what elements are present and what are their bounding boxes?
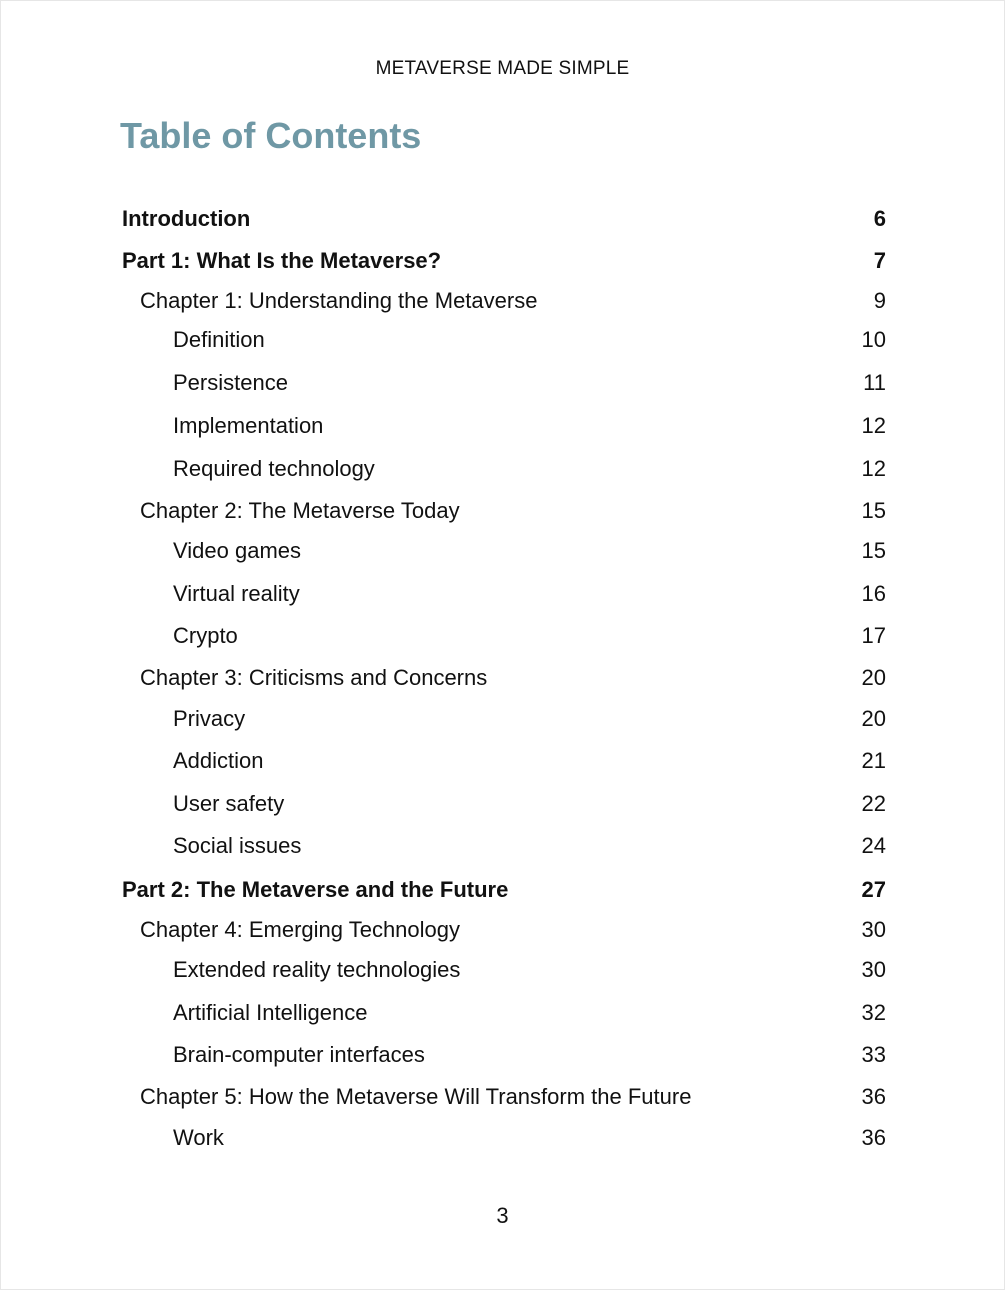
toc-entry-page: 36 [861,1084,886,1109]
toc-entry-social-issues[interactable] [0,831,1005,861]
toc-entry-addiction[interactable] [0,746,1005,776]
toc-entry-title: Virtual reality [173,581,300,606]
toc-entry-part-1[interactable] [0,246,1005,276]
toc-entry-chapter-4[interactable] [0,915,1005,945]
toc-entry-title: Artificial Intelligence [173,1000,368,1025]
toc-entry-page: 21 [861,748,886,773]
toc-entry-title: Privacy [173,706,246,731]
toc-entry-title: User safety [173,791,285,816]
toc-entry-page: 24 [861,833,886,858]
toc-entry-page: 30 [861,957,886,982]
toc-entry-page: 10 [861,327,886,352]
toc-entry-title: Chapter 4: Emerging Technology [140,917,461,942]
toc-entry-title: Definition [173,327,265,352]
toc-entry-definition[interactable] [0,325,1005,355]
toc-entry-title: Required technology [173,456,375,481]
toc-entry-brain-computer-interfaces[interactable] [0,1040,1005,1070]
toc-entry-chapter-3[interactable] [0,663,1005,693]
toc-entry-title: Video games [173,538,302,563]
toc-entry-page: 36 [861,1125,886,1150]
toc-entry-artificial-intelligence[interactable] [0,998,1005,1028]
toc-entry-persistence[interactable] [0,368,1005,398]
toc-entry-page: 27 [861,877,886,902]
toc-entry-page: 12 [861,413,886,438]
toc-entry-chapter-1[interactable] [0,286,1005,316]
running-header: METAVERSE MADE SIMPLE [375,58,630,79]
toc-entry-title: Part 1: What Is the Metaverse? [122,248,442,273]
toc-entry-implementation[interactable] [0,411,1005,441]
toc-entry-title: Part 2: The Metaverse and the Future [122,877,509,902]
toc-entry-page: 12 [861,456,886,481]
toc-entry-page: 33 [861,1042,886,1067]
toc-entry-title: Chapter 2: The Metaverse Today [140,498,460,523]
toc-entry-video-games[interactable] [0,536,1005,566]
toc-entry-page: 20 [861,665,886,690]
toc-entry-required-technology[interactable] [0,454,1005,484]
toc-entry-title: Persistence [173,370,288,395]
toc-entry-page: 17 [861,623,886,648]
toc-entry-work[interactable] [0,1123,1005,1153]
toc-entry-part-2[interactable] [0,875,1005,905]
toc-entry-extended-reality[interactable] [0,955,1005,985]
toc-entry-title: Social issues [173,833,302,858]
toc-entry-title: Crypto [173,623,238,648]
toc-entry-introduction[interactable] [0,204,1005,234]
toc-entry-crypto[interactable] [0,621,1005,651]
toc-entry-user-safety[interactable] [0,789,1005,819]
toc-entry-title: Introduction [122,206,251,231]
toc-entry-title: Work [173,1125,224,1150]
toc-entry-virtual-reality[interactable] [0,579,1005,609]
toc-entry-title: Chapter 1: Understanding the Metaverse [140,288,538,313]
toc-entry-title: Addiction [173,748,264,773]
toc-entry-chapter-5[interactable] [0,1082,1005,1112]
toc-entry-page: 6 [873,206,886,231]
toc-entry-page: 22 [861,791,886,816]
toc-entry-page: 30 [861,917,886,942]
toc-entry-page: 7 [873,248,886,273]
toc-entry-title: Chapter 5: How the Metaverse Will Transform the Future [140,1084,692,1109]
toc-entry-page: 11 [863,370,886,395]
toc-entry-page: 15 [861,538,886,563]
toc-entry-title: Brain-computer interfaces [173,1042,425,1067]
toc-entry-title: Extended reality technologies [173,957,461,982]
page-number: 3 [496,1203,509,1228]
toc-entry-page: 32 [861,1000,886,1025]
toc-entry-page: 9 [873,288,886,313]
toc-entry-page: 20 [861,706,886,731]
toc-entry-title: Implementation [173,413,324,438]
toc-entry-privacy[interactable] [0,704,1005,734]
toc-entry-title: Chapter 3: Criticisms and Concerns [140,665,488,690]
toc-entry-page: 16 [861,581,886,606]
toc-entry-chapter-2[interactable] [0,496,1005,526]
toc-title: Table of Contents [120,115,422,156]
toc-entry-page: 15 [861,498,886,523]
